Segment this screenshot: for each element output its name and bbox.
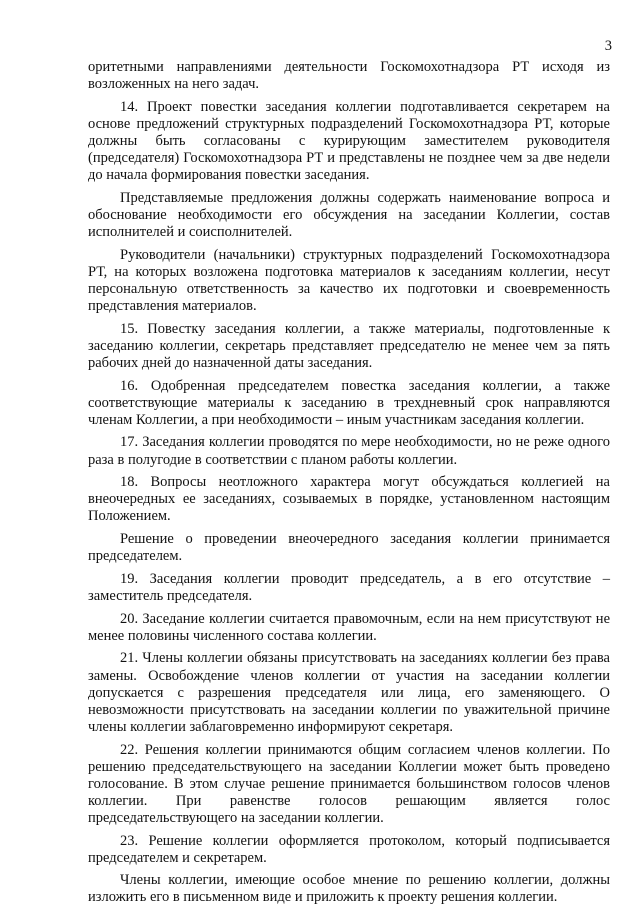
paragraph-continuation: оритетными направлениями деятельности Госкомохотнадзора РТ исходя из возложенных на него задач. [88, 59, 610, 93]
paragraph-item-23: 23. Решение коллегии оформляется протоколом, который подписывается председателем и секретарем. [88, 832, 610, 866]
paragraph-item-14: 14. Проект повестки заседания коллегии подготавливается секретарем на основе предложений структурных подразделений Госкомохотнадзора РТ, которые должны быть согласованы с курирующим заместителем руководителя (председателя) Госкомохотнадзора РТ и представлены не позднее чем за две недели до начала формирования повестки заседания. [88, 98, 610, 184]
paragraph-item-18: 18. Вопросы неотложного характера могут обсуждаться коллегией на внеочередных ее заседаниях, созываемых в порядке, установленном настоящим Положением. [88, 474, 610, 525]
page-number: 3 [604, 38, 612, 54]
paragraph-item-16: 16. Одобренная председателем повестка заседания коллегии, а также соответствующие материалы к заседанию в трехдневный срок направляются членам Коллегии, а при необходимости – иным участникам заседания коллегии. [88, 377, 610, 428]
paragraph-managers: Руководители (начальники) структурных подразделений Госкомохотнадзора РТ, на которых возложена подготовка материалов к заседаниям коллегии, несут персональную ответственность за качество их подготовки и своевременность представления материалов. [88, 246, 610, 314]
document-body [88, 59, 610, 912]
paragraph-item-20: 20. Заседание коллегии считается правомочным, если на нем присутствуют не менее половины численного состава коллегии. [88, 610, 610, 644]
paragraph-proposals: Представляемые предложения должны содержать наименование вопроса и обоснование необходимости его обсуждения на заседании Коллегии, состав исполнителей и соисполнителей. [88, 189, 610, 241]
paragraph-item-17: 17. Заседания коллегии проводятся по мере необходимости, но не реже одного раза в полугодие в соответствии с планом работы коллегии. [88, 434, 610, 468]
paragraph-dissent: Члены коллегии, имеющие особое мнение по решению коллегии, должны изложить его в письменном виде и приложить к проекту решения коллегии. [88, 872, 610, 906]
paragraph-item-22: 22. Решения коллегии принимаются общим согласием членов коллегии. По решению председательствующего на заседании Коллегии может быть проведено голосование. В этом случае решение принимается большинством голосов членов коллегии. При равенстве голосов решающим является голос председательствующего на заседании коллегии. [88, 741, 610, 826]
paragraph-item-15: 15. Повестку заседания коллегии, а также материалы, подготовленные к заседанию коллегии, секретарь представляет председателю не менее чем за пять рабочих дней до назначенной даты заседания. [88, 320, 610, 371]
paragraph-item-19: 19. Заседания коллегии проводит председатель, а в его отсутствие – заместитель председателя. [88, 570, 610, 604]
paragraph-extraordinary: Решение о проведении внеочередного заседания коллегии принимается председателем. [88, 531, 610, 565]
paragraph-item-21: 21. Члены коллегии обязаны присутствовать на заседаниях коллегии без права замены. Освобождение членов коллегии от участия на заседании коллегии допускается с разрешения председателя или лица, его заменяющего. О невозможности присутствовать на заседании коллегии по уважительной причине члены коллегии заблаговременно информируют секретаря. [88, 650, 610, 735]
